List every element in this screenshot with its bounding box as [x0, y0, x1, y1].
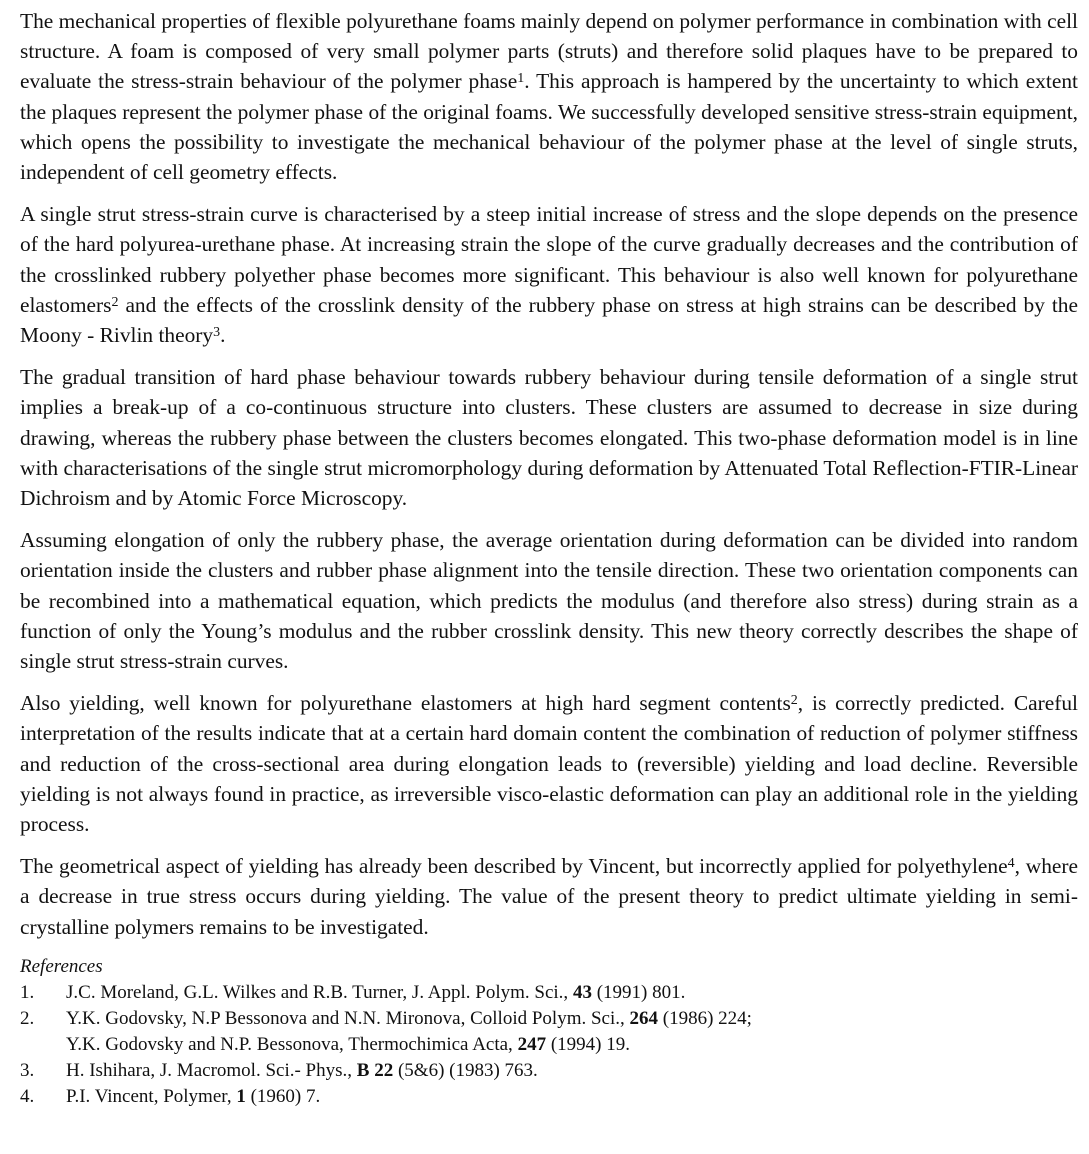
reference-item — [20, 980, 1078, 1006]
paragraph-yielding — [20, 688, 1078, 839]
paragraph-text: and the effects of the crosslink density of the rubbery phase on stress at high strains can be described by the Moony - Rivlin theory — [20, 292, 1078, 348]
paragraph-text: The gradual transition of hard phase behaviour towards rubbery behaviour during tensile deformation of a single strut implies a break-up of a co-continuous structure into clusters. These clusters are assumed to decrease in size during drawing, whereas the rubbery phase between the clusters becomes elongated. This two-phase deformation model is in line with characterisations of the single strut micromorphology during deformation by Attenuated Total Reflection-FTIR-Linear Dichroism and by Atomic Force Microscopy. — [20, 365, 1078, 511]
reference-authors: H. Ishihara, J. Macromol. Sci.- Phys., — [66, 1059, 357, 1081]
reference-volume: B 22 — [356, 1059, 394, 1081]
citation-superscript: 2 — [790, 693, 798, 709]
paragraph-text: The geometrical aspect of yielding has already been described by Vincent, but incorrectly applied for polyethylene — [20, 854, 1008, 879]
reference-year-page: (5&6) (1983) 763. — [393, 1059, 538, 1081]
reference-volume: 247 — [517, 1033, 547, 1055]
references-list — [20, 980, 1078, 1110]
reference-text — [66, 980, 1078, 1006]
reference-authors: Y.K. Godovsky, N.P Bessonova and N.N. Mironova, Colloid Polym. Sci., — [66, 1007, 630, 1029]
citation-superscript: 4 — [1007, 856, 1015, 872]
citation-superscript: 2 — [111, 294, 119, 310]
reference-text — [66, 1058, 1078, 1084]
reference-year-page: (1991) 801. — [591, 981, 686, 1003]
paragraph-transition — [20, 362, 1078, 513]
reference-year-page: (1994) 19. — [546, 1033, 630, 1055]
paragraph-text: A single strut stress-strain curve is characterised by a steep initial increase of stress and the slope depends on the presence of the hard polyurea-urethane phase. At increasing strain the slope of the curve gradually decreases and the contribution of the crosslinked rubbery polyether phase becomes more significant. This behaviour is also well known for polyurethane elastomers — [20, 202, 1078, 317]
paragraph-text: , is correctly predicted. Careful interpretation of the results indicate that at a certain hard domain content the combination of reduction of polymer stiffness and reduction of the cross-sectional area during elongation leads to (reversible) yielding and load decline. Reversible yielding is not always found in practice, as irreversible visco-elastic deformation can play an additional role in the yielding process. — [20, 691, 1079, 837]
reference-year-page: (1960) 7. — [245, 1085, 321, 1107]
document-page — [20, 6, 1078, 1110]
reference-number: 2. — [20, 1007, 35, 1029]
reference-item — [20, 1006, 1078, 1058]
reference-text — [66, 1084, 1078, 1110]
reference-volume: 264 — [629, 1007, 659, 1029]
reference-authors: P.I. Vincent, Polymer, — [66, 1085, 237, 1107]
reference-authors: Y.K. Godovsky and N.P. Bessonova, Thermochimica Acta, — [66, 1033, 518, 1055]
paragraph-elongation — [20, 525, 1078, 676]
reference-authors: J.C. Moreland, G.L. Wilkes and R.B. Turner, J. Appl. Polym. Sci., — [66, 981, 573, 1003]
reference-item — [20, 1084, 1078, 1110]
reference-number: 4. — [20, 1085, 35, 1107]
paragraph-text: . — [220, 323, 226, 348]
reference-number: 1. — [20, 981, 35, 1003]
paragraph-text: Also yielding, well known for polyurethane elastomers at high hard segment contents — [20, 691, 791, 716]
reference-text — [66, 1006, 1078, 1058]
reference-year-page: (1986) 224; — [658, 1007, 752, 1029]
paragraph-introduction — [20, 6, 1078, 187]
citation-superscript: 3 — [213, 325, 221, 341]
paragraph-geometrical — [20, 851, 1078, 942]
paragraph-text: Assuming elongation of only the rubbery phase, the average orientation during deformation can be divided into random orientation inside the clusters and rubber phase alignment into the tensile direction. These two orientation components can be recombined into a mathematical equation, which predicts the modulus (and therefore also stress) during strain as a function of only the Young’s modulus and the rubber crosslink density. This new theory correctly describes the shape of single strut stress-strain curves. — [20, 528, 1078, 674]
paragraph-text: . This approach is hampered by the uncertainty to which extent the plaques represent the polymer phase of the original foams. We successfully developed sensitive stress-strain equipment, which opens the possibility to investigate the mechanical behaviour of the polymer phase at the level of single struts, independent of cell geometry effects. — [20, 69, 1078, 185]
paragraph-text: The mechanical properties of flexible polyurethane foams mainly depend on polymer performance in combination with cell structure. A foam is composed of very small polymer parts (struts) and therefore solid plaques have to be prepared to evaluate the stress-strain behaviour of the polymer phase — [20, 9, 1078, 94]
paragraph-text: , where a decrease in true stress occurs during yielding. The value of the present theory to predict ultimate yielding in semi-crystalline polymers remains to be investigated. — [20, 854, 1079, 939]
citation-superscript: 1 — [517, 71, 525, 87]
paragraph-stress-strain — [20, 199, 1078, 350]
reference-volume: 43 — [572, 981, 592, 1003]
reference-volume: 1 — [236, 1085, 246, 1107]
reference-item — [20, 1058, 1078, 1084]
references-heading: References — [20, 955, 103, 977]
reference-number: 3. — [20, 1059, 35, 1081]
